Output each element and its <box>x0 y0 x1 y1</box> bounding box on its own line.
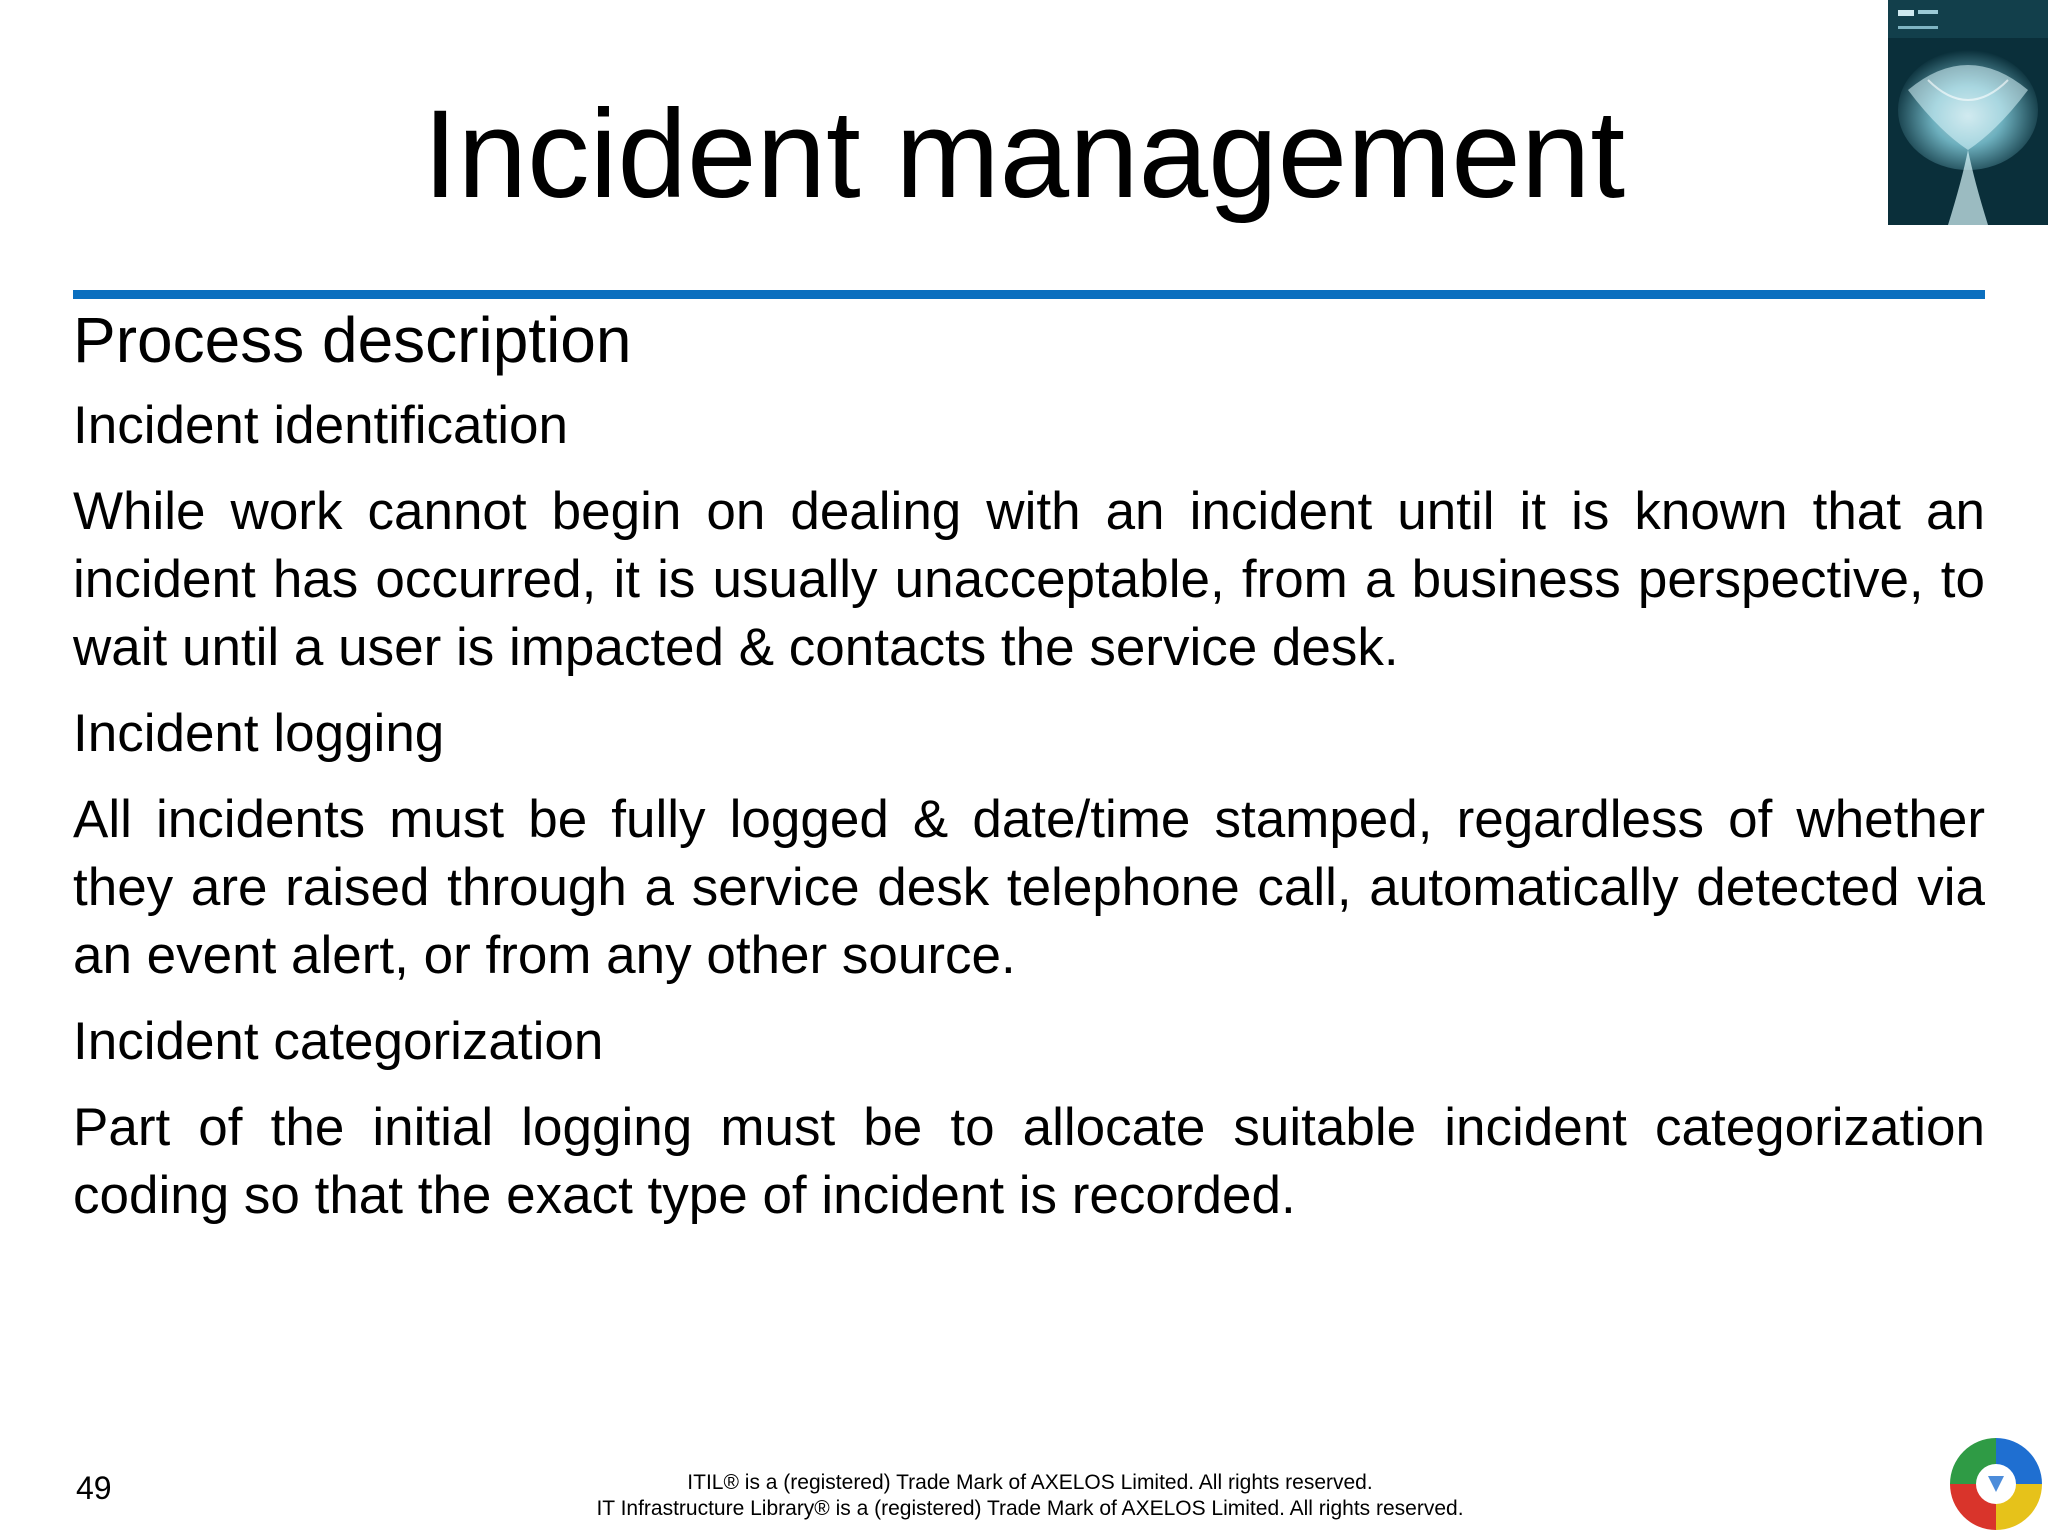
block-text-categorization: Part of the initial logging must be to allocate suitable incident categorization coding so that the exact type of incident is recorded. <box>73 1098 1985 1225</box>
plan-do-check-act-cycle-icon <box>1944 1432 2048 1536</box>
itil-book-cover-icon <box>1888 0 2048 225</box>
slide-title: Incident management <box>422 85 1626 224</box>
block-text-identification: While work cannot begin on dealing with an incident until it is known that an incident has occurred, it is usually unacceptable, from a business perspective, to wait until a user is impacted & contacts the service desk. <box>73 482 1985 677</box>
block-text-logging: All incidents must be fully logged & date/time stamped, regardless of whether they are raised through a service desk telephone call, automatically detected via an event alert, or from any other source. <box>73 790 1985 985</box>
page-number: 49 <box>76 1470 112 1506</box>
block-heading-categorization: Incident categorization <box>73 1012 604 1071</box>
slide-content <box>73 302 1985 1250</box>
trademark-line-1: ITIL® is a (registered) Trade Mark of AXELOS Limited. All rights reserved. <box>687 1471 1373 1494</box>
trademark-line-2: IT Infrastructure Library® is a (registered) Trade Mark of AXELOS Limited. All rights reserved. <box>596 1497 1464 1520</box>
block-heading-logging: Incident logging <box>73 704 445 763</box>
title-divider <box>73 290 1985 299</box>
block-heading-identification: Incident identification <box>73 396 568 455</box>
trademark-footer <box>500 1470 1560 1522</box>
section-heading: Process description <box>73 304 632 376</box>
